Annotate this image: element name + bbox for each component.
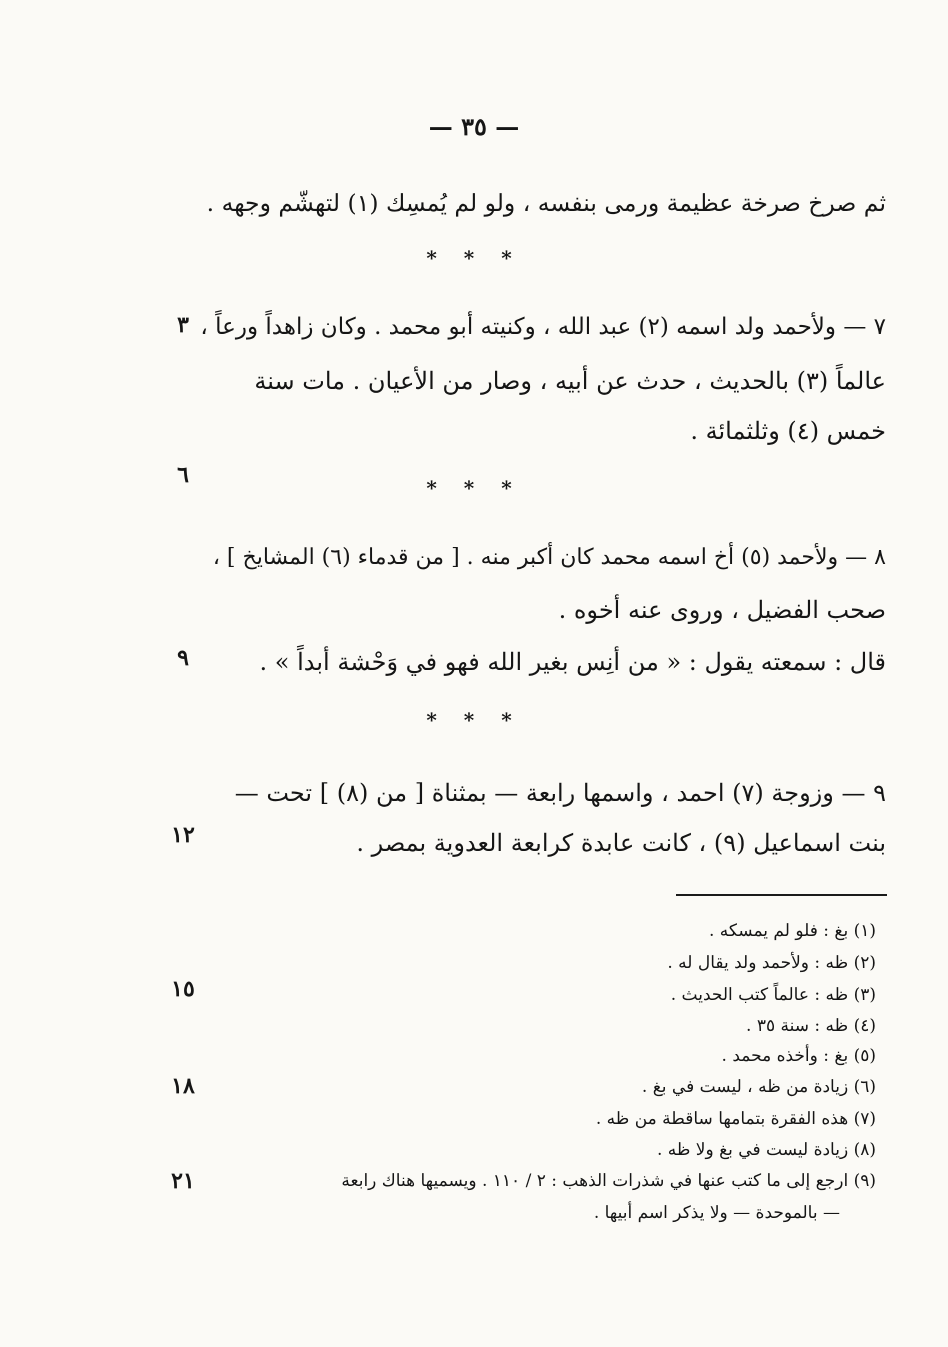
body-line: ٧ — ولأحمد ولد اسمه (٢) عبد الله ، وكنيته أبو محمد . وكان زاهداً ورعاً ، bbox=[200, 314, 886, 340]
footnote: (١) بغ : فلو لم يمسكه . bbox=[708, 921, 876, 941]
body-line: بنت اسماعيل (٩) ، كانت عابدة كرابعة العدوية بمصر . bbox=[356, 829, 886, 857]
footnote: (٧) هذه الفقرة بتمامها ساقطة من ظه . bbox=[595, 1109, 876, 1129]
section-separator: * * * bbox=[426, 246, 522, 270]
body-line: عالماً (٣) بالحديث ، حدث عن أبيه ، وصار من الأعيان . مات سنة bbox=[254, 367, 886, 395]
section-separator: * * * bbox=[426, 708, 522, 732]
footnote-continuation: — بالموحدة — ولا يذكر اسم أبيها . bbox=[593, 1203, 840, 1223]
line-number: ١٥ bbox=[171, 976, 195, 1002]
page-number: — ٣٥ — bbox=[428, 112, 520, 141]
footnote: (٢) ظه : ولأحمد ولد يقال له . bbox=[667, 953, 876, 973]
line-number: ١٢ bbox=[171, 822, 195, 848]
line-number: ٦ bbox=[177, 462, 189, 488]
line-number: ٩ bbox=[177, 645, 189, 671]
body-line: ٨ — ولأحمد (٥) أخ اسمه محمد كان أكبر منه . [ من قدماء (٦) المشايخ ] ، bbox=[212, 545, 886, 570]
body-line: خمس (٤) وثلثمائة . bbox=[690, 417, 886, 445]
line-number: ١٨ bbox=[171, 1073, 195, 1099]
footnote: (٥) بغ : وأخذه محمد . bbox=[721, 1046, 876, 1066]
section-separator: * * * bbox=[426, 476, 522, 500]
footnote: (٨) زيادة ليست في بغ ولا ظه . bbox=[656, 1140, 876, 1160]
body-line: صحب الفضيل ، وروى عنه أخوه . bbox=[558, 596, 886, 624]
body-line: قال : سمعته يقول : « من أنِس بغير الله فهو في وَحْشة أبداً » . bbox=[259, 648, 886, 676]
footnote-divider bbox=[676, 894, 887, 896]
line-number: ٣ bbox=[177, 312, 189, 338]
footnote: (٩) ارجع إلى ما كتب عنها في شذرات الذهب : ٢ / ١١٠ . ويسميها هناك رابعة bbox=[341, 1171, 876, 1191]
body-line: ٩ — وزوجة (٧) احمد ، واسمها رابعة — بمثناة [ من (٨) ] تحت — bbox=[234, 779, 886, 807]
footnote: (٣) ظه : عالماً كتب الحديث . bbox=[670, 985, 876, 1005]
body-line: ثم صرخ صرخة عظيمة ورمى بنفسه ، ولو لم يُمسِك (١) لتهشّم وجهه . bbox=[206, 189, 886, 217]
line-number: ٢١ bbox=[171, 1168, 195, 1194]
footnote: (٤) ظه : سنة ٣٥ . bbox=[746, 1016, 876, 1036]
footnote: (٦) زيادة من ظه ، ليست في بغ . bbox=[641, 1077, 876, 1097]
